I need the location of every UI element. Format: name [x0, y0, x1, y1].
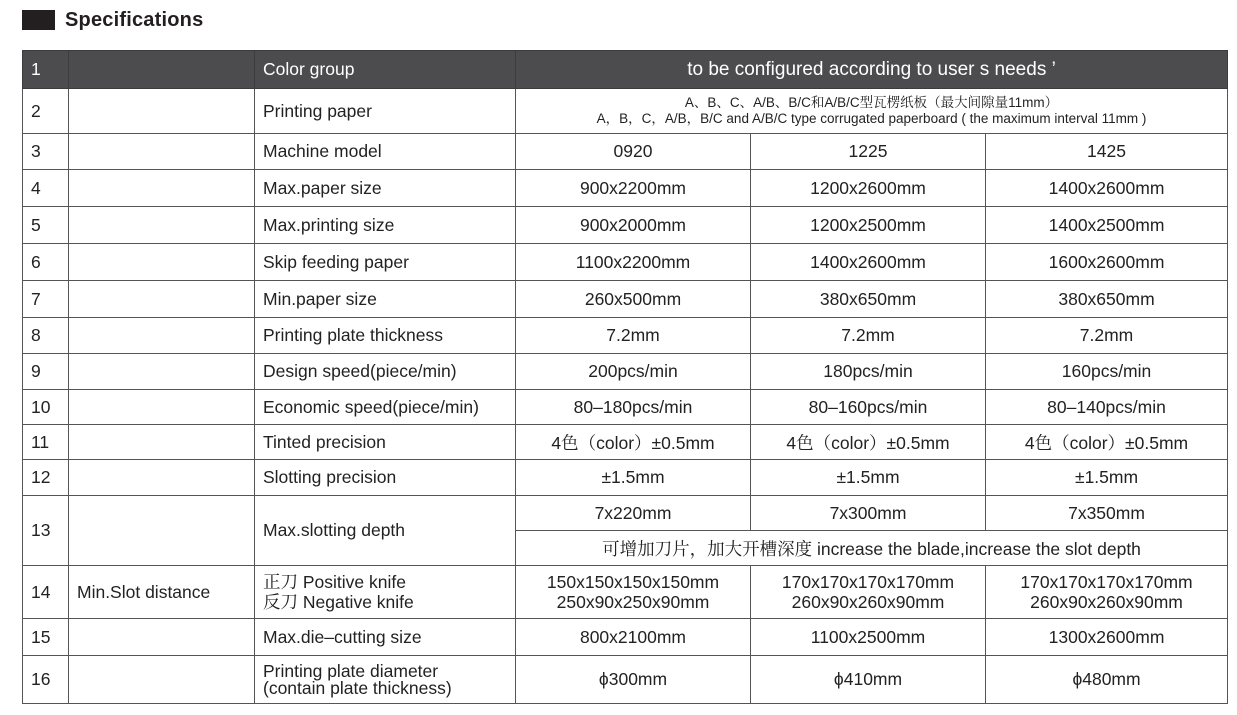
row-label: Design speed(piece/min)	[255, 354, 516, 390]
specifications-table	[22, 50, 1228, 704]
row-number: 14	[23, 566, 69, 619]
row-label: Skip feeding paper	[255, 244, 516, 281]
value-cell: ±1.5mm	[516, 460, 751, 496]
table-row	[23, 318, 1228, 354]
value-cell: 1300x2600mm	[986, 619, 1228, 656]
positive-knife-label: 正刀 Positive knife	[263, 572, 406, 592]
sub-label-cell	[69, 51, 255, 89]
value-cell: 1100x2500mm	[751, 619, 986, 656]
sub-label-cell	[69, 460, 255, 496]
value-cell: 7x350mm	[986, 496, 1228, 531]
positive-value: 170x170x170x170mm	[781, 572, 955, 592]
value-cell: 7.2mm	[516, 318, 751, 354]
value-cell: 160pcs/min	[986, 354, 1228, 390]
row-label: Machine model	[255, 134, 516, 170]
row-label: Min.paper size	[255, 281, 516, 318]
value-cell: 1225	[751, 134, 986, 170]
table-row	[23, 390, 1228, 425]
plate-diameter-label: Printing plate diameter	[263, 660, 439, 681]
positive-value: 150x150x150x150mm	[546, 572, 720, 592]
value-cell: 7x220mm	[516, 496, 751, 531]
value-cell: 380x650mm	[986, 281, 1228, 318]
table-row	[23, 51, 1228, 89]
value-cell: 180pcs/min	[751, 354, 986, 390]
sub-label-cell	[69, 281, 255, 318]
value-cell: 800x2100mm	[516, 619, 751, 656]
sub-label-cell	[69, 425, 255, 460]
table-row	[23, 89, 1228, 134]
value-cell: ±1.5mm	[986, 460, 1228, 496]
value-cell	[516, 566, 751, 619]
value-cell: 1400x2500mm	[986, 207, 1228, 244]
color-group-value: to be configured according to user s needs ’	[516, 51, 1228, 89]
negative-knife-label: 反刀 Negative knife	[263, 592, 414, 612]
value-cell: ϕ410mm	[751, 656, 986, 704]
value-cell: 200pcs/min	[516, 354, 751, 390]
value-cell: 7x300mm	[751, 496, 986, 531]
sub-label-cell	[69, 496, 255, 566]
sub-label-cell	[69, 134, 255, 170]
row-number: 11	[23, 425, 69, 460]
sub-label-cell	[69, 354, 255, 390]
table-row	[23, 496, 1228, 531]
row-label: Max.die–cutting size	[255, 619, 516, 656]
row-label: Printing plate thickness	[255, 318, 516, 354]
negative-value: 250x90x250x90mm	[556, 592, 710, 612]
row-number: 5	[23, 207, 69, 244]
sub-label-cell	[69, 390, 255, 425]
value-cell: 80–160pcs/min	[751, 390, 986, 425]
row-label: Tinted precision	[255, 425, 516, 460]
table-row	[23, 656, 1228, 704]
row-number: 8	[23, 318, 69, 354]
sub-label-cell	[69, 318, 255, 354]
value-cell: 1400x2600mm	[986, 170, 1228, 207]
row-label: Economic speed(piece/min)	[255, 390, 516, 425]
row-label: Printing paper	[255, 89, 516, 134]
value-cell: 1200x2500mm	[751, 207, 986, 244]
value-cell	[751, 566, 986, 619]
section-header	[22, 8, 203, 32]
row-label: Color group	[255, 51, 516, 89]
sub-label-cell	[69, 89, 255, 134]
sub-label-cell	[69, 619, 255, 656]
printing-paper-en: A，B，C，A/B，B/C and A/B/C type corrugated paperboard ( the maximum interval 11mm )	[596, 111, 1147, 126]
row-label: Max.paper size	[255, 170, 516, 207]
header-marker-block	[22, 10, 55, 30]
row-label	[255, 656, 516, 704]
value-cell: 1400x2600mm	[751, 244, 986, 281]
slotting-depth-note: 可增加刀片，加大开槽深度 increase the blade,increase the slot depth	[516, 531, 1228, 566]
row-number: 12	[23, 460, 69, 496]
sub-label-cell	[69, 170, 255, 207]
value-cell: 7.2mm	[986, 318, 1228, 354]
row-number: 6	[23, 244, 69, 281]
negative-value: 260x90x260x90mm	[791, 592, 945, 612]
value-cell: 80–180pcs/min	[516, 390, 751, 425]
row-number: 7	[23, 281, 69, 318]
value-cell: 4色（color）±0.5mm	[986, 425, 1228, 460]
value-cell: 1600x2600mm	[986, 244, 1228, 281]
table-row	[23, 619, 1228, 656]
sub-label-cell	[69, 207, 255, 244]
value-cell: 4色（color）±0.5mm	[516, 425, 751, 460]
value-cell: 1100x2200mm	[516, 244, 751, 281]
value-cell: 7.2mm	[751, 318, 986, 354]
table-row	[23, 460, 1228, 496]
printing-paper-zh: A、B、C、A/B、B/C和A/B/C型瓦楞纸板（最大间隙量11mm）	[684, 95, 1059, 110]
value-cell: ϕ300mm	[516, 656, 751, 704]
value-cell: ϕ480mm	[986, 656, 1228, 704]
table-row	[23, 566, 1228, 619]
row-number: 2	[23, 89, 69, 134]
plate-diameter-note: (contain plate thickness)	[263, 677, 452, 698]
value-cell: 4色（color）±0.5mm	[751, 425, 986, 460]
table-row	[23, 134, 1228, 170]
row-label: Slotting precision	[255, 460, 516, 496]
row-label: Max.printing size	[255, 207, 516, 244]
value-cell: 1425	[986, 134, 1228, 170]
row-number: 4	[23, 170, 69, 207]
printing-paper-value	[516, 89, 1228, 134]
row-number: 13	[23, 496, 69, 566]
value-cell: 900x2000mm	[516, 207, 751, 244]
value-cell: 80–140pcs/min	[986, 390, 1228, 425]
table-row	[23, 244, 1228, 281]
table-row	[23, 425, 1228, 460]
table-row	[23, 207, 1228, 244]
sub-label-cell	[69, 656, 255, 704]
row-number: 10	[23, 390, 69, 425]
row-label: Max.slotting depth	[255, 496, 516, 566]
table-row	[23, 281, 1228, 318]
value-cell: ±1.5mm	[751, 460, 986, 496]
value-cell: 1200x2600mm	[751, 170, 986, 207]
row-number: 16	[23, 656, 69, 704]
row-number: 15	[23, 619, 69, 656]
row-number: 3	[23, 134, 69, 170]
table-row	[23, 170, 1228, 207]
section-title: Specifications	[65, 8, 204, 31]
value-cell: 260x500mm	[516, 281, 751, 318]
value-cell: 900x2200mm	[516, 170, 751, 207]
min-slot-distance-label: Min.Slot distance	[69, 566, 255, 619]
knife-labels	[255, 566, 516, 619]
row-number: 9	[23, 354, 69, 390]
value-cell	[986, 566, 1228, 619]
sub-label-cell	[69, 244, 255, 281]
row-number: 1	[23, 51, 69, 89]
positive-value: 170x170x170x170mm	[1020, 572, 1193, 592]
negative-value: 260x90x260x90mm	[1030, 592, 1183, 612]
table-row	[23, 354, 1228, 390]
value-cell: 380x650mm	[751, 281, 986, 318]
value-cell: 0920	[516, 134, 751, 170]
